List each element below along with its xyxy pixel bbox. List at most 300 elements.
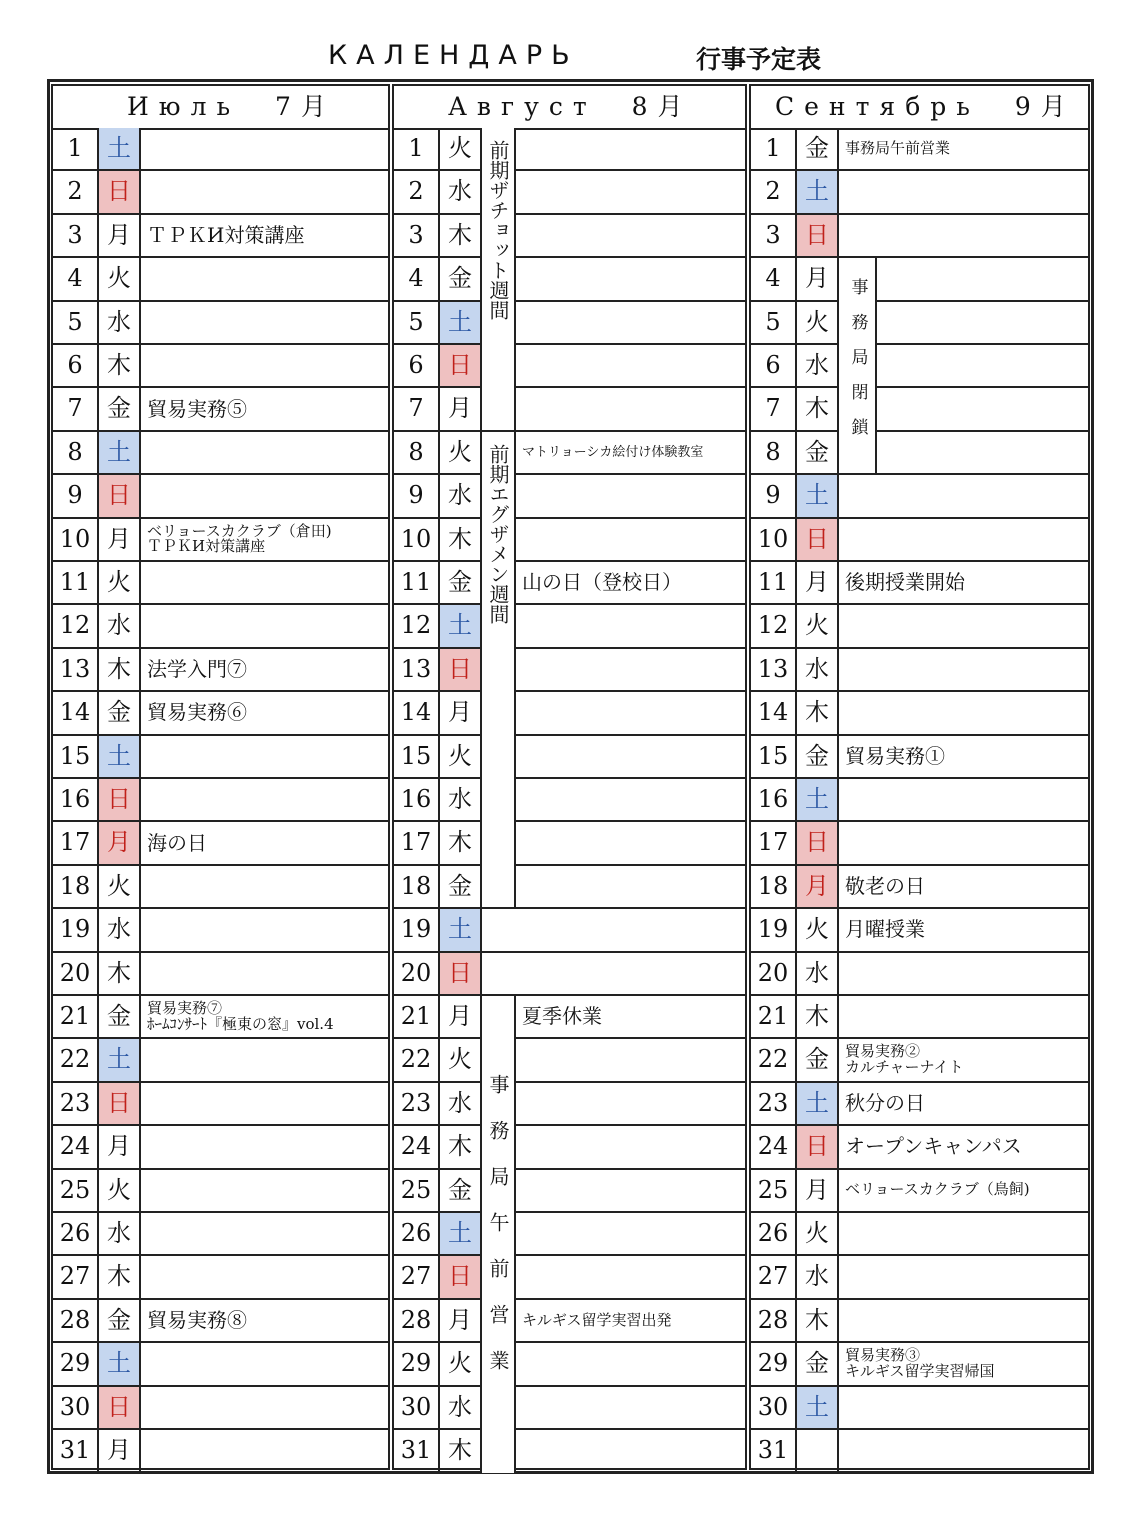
event-cell — [516, 475, 745, 516]
day-number: 18 — [394, 866, 440, 907]
day-row — [751, 345, 1088, 388]
day-number: 14 — [394, 692, 440, 733]
day-number: 12 — [53, 605, 99, 646]
day-row — [751, 1126, 1088, 1169]
day-row — [394, 1387, 745, 1430]
day-row — [394, 215, 745, 258]
day-row — [53, 1430, 388, 1473]
event-cell — [141, 909, 388, 950]
event-cell — [482, 909, 745, 950]
weekday: 水 — [440, 1387, 482, 1428]
event-cell — [839, 649, 1088, 690]
day-row — [53, 692, 388, 735]
day-number: 28 — [394, 1300, 440, 1341]
day-row — [751, 692, 1088, 735]
weekday: 日 — [99, 1083, 141, 1124]
weekday: 火 — [440, 1343, 482, 1384]
day-row — [751, 996, 1088, 1039]
event-text: キルギス留学実習出発 — [522, 1310, 672, 1329]
day-row — [53, 866, 388, 909]
weekday: 金 — [797, 1039, 839, 1080]
day-row — [394, 475, 745, 518]
day-number: 1 — [751, 128, 797, 169]
event-cell — [839, 1039, 1088, 1080]
day-number: 29 — [394, 1343, 440, 1384]
day-number: 24 — [53, 1126, 99, 1167]
event-cell — [516, 519, 745, 560]
weekday: 金 — [797, 128, 839, 169]
day-number: 3 — [53, 215, 99, 256]
event-cell — [141, 388, 388, 429]
weekday: 日 — [99, 779, 141, 820]
event-cell — [839, 1126, 1088, 1167]
event-cell — [839, 1170, 1088, 1211]
day-row — [751, 1170, 1088, 1213]
day-number: 8 — [53, 432, 99, 473]
day-row — [394, 302, 745, 345]
day-number: 14 — [53, 692, 99, 733]
day-row — [53, 822, 388, 865]
event-cell — [141, 519, 388, 560]
day-number: 10 — [394, 519, 440, 560]
weekday: 水 — [797, 1256, 839, 1297]
day-number: 7 — [751, 388, 797, 429]
day-number: 29 — [751, 1343, 797, 1384]
weekday: 土 — [797, 779, 839, 820]
weekday: 火 — [440, 1039, 482, 1080]
weekday: 日 — [440, 1256, 482, 1297]
day-row — [394, 1213, 745, 1256]
weekday: 水 — [797, 953, 839, 994]
day-row — [751, 822, 1088, 865]
day-row — [53, 388, 388, 431]
weekday: 土 — [440, 302, 482, 343]
month-header: Июль 7月 — [53, 86, 388, 130]
weekday: 金 — [797, 1343, 839, 1384]
weekday: 月 — [797, 866, 839, 907]
event-cell — [839, 562, 1088, 603]
day-number: 31 — [53, 1430, 99, 1473]
day-number: 30 — [751, 1387, 797, 1428]
weekday: 金 — [440, 258, 482, 299]
day-number: 9 — [394, 475, 440, 516]
event-text: 海の日 — [147, 830, 207, 855]
day-row — [751, 1256, 1088, 1299]
event-cell — [141, 1213, 388, 1254]
day-number: 2 — [394, 171, 440, 212]
weekday: 金 — [99, 692, 141, 733]
event-text: 山の日（登校日） — [522, 570, 682, 595]
event-cell — [516, 866, 745, 907]
day-number: 3 — [394, 215, 440, 256]
event-cell — [141, 1256, 388, 1297]
event-cell — [839, 1387, 1088, 1428]
event-cell — [141, 692, 388, 733]
weekday: 土 — [797, 1387, 839, 1428]
event-text: ﾎｰﾑｺﾝｻｰﾄ『極東の窓』vol.4 — [147, 1014, 334, 1033]
event-cell — [516, 1126, 745, 1167]
day-row — [751, 562, 1088, 605]
weekday: 火 — [797, 302, 839, 343]
day-number: 15 — [751, 736, 797, 777]
weekday: 日 — [99, 475, 141, 516]
day-number: 17 — [751, 822, 797, 863]
day-row — [53, 258, 388, 301]
day-row — [394, 1430, 745, 1473]
day-number: 16 — [751, 779, 797, 820]
day-number: 20 — [751, 953, 797, 994]
day-row — [53, 1300, 388, 1343]
event-cell — [141, 475, 388, 516]
day-row — [53, 736, 388, 779]
event-cell — [141, 779, 388, 820]
day-row — [394, 866, 745, 909]
month-header: Сентябрь 9月 — [751, 86, 1088, 130]
event-cell — [839, 779, 1088, 820]
weekday: 木 — [99, 649, 141, 690]
day-number: 6 — [53, 345, 99, 386]
event-cell — [141, 1170, 388, 1211]
day-row — [53, 519, 388, 562]
event-cell — [839, 475, 1088, 516]
weekday: 水 — [797, 649, 839, 690]
day-number: 26 — [394, 1213, 440, 1254]
event-cell — [516, 128, 745, 169]
day-number: 27 — [394, 1256, 440, 1297]
weekday: 木 — [99, 345, 141, 386]
day-row — [53, 128, 388, 171]
event-cell — [839, 996, 1088, 1037]
event-cell — [516, 1387, 745, 1428]
event-cell — [141, 1343, 388, 1384]
event-text: 法学入門⑦ — [147, 656, 247, 681]
period-band — [837, 258, 877, 475]
day-row — [751, 779, 1088, 822]
event-text: 事務局午前営業 — [845, 138, 951, 157]
day-number: 21 — [53, 996, 99, 1037]
weekday: 金 — [99, 1300, 141, 1341]
event-text: ベリョースカクラブ（倉田) — [147, 521, 332, 540]
day-number: 23 — [53, 1083, 99, 1124]
weekday: 木 — [440, 519, 482, 560]
weekday: 火 — [99, 258, 141, 299]
event-cell — [877, 432, 1088, 473]
month-header: Август 8月 — [394, 86, 745, 130]
weekday: 水 — [440, 779, 482, 820]
event-cell — [839, 1300, 1088, 1341]
day-number: 10 — [751, 519, 797, 560]
period-band — [480, 996, 516, 1473]
weekday: 土 — [797, 475, 839, 516]
day-number: 27 — [53, 1256, 99, 1297]
day-row — [53, 649, 388, 692]
weekday: 水 — [99, 302, 141, 343]
day-row — [751, 953, 1088, 996]
event-cell — [839, 128, 1088, 169]
day-row — [394, 128, 745, 171]
day-number: 23 — [394, 1083, 440, 1124]
weekday: 土 — [797, 1083, 839, 1124]
weekday: 土 — [99, 736, 141, 777]
day-number: 23 — [751, 1083, 797, 1124]
event-cell — [839, 519, 1088, 560]
event-cell — [839, 909, 1088, 950]
day-row — [751, 1300, 1088, 1343]
day-row — [53, 996, 388, 1039]
weekday: 木 — [440, 1430, 482, 1473]
day-row — [751, 475, 1088, 518]
weekday: 火 — [797, 605, 839, 646]
weekday: 土 — [99, 432, 141, 473]
day-number: 7 — [394, 388, 440, 429]
event-text: オープンキャンパス — [845, 1134, 1022, 1159]
day-row — [394, 996, 745, 1039]
event-cell — [839, 736, 1088, 777]
weekday: 金 — [797, 736, 839, 777]
day-number: 22 — [53, 1039, 99, 1080]
day-row — [394, 345, 745, 388]
event-cell — [516, 1256, 745, 1297]
event-cell — [516, 1083, 745, 1124]
weekday: 木 — [797, 996, 839, 1037]
event-cell — [516, 432, 745, 473]
event-cell — [141, 432, 388, 473]
event-cell — [141, 1387, 388, 1428]
event-text: 貿易実務② — [845, 1042, 921, 1061]
weekday: 日 — [440, 953, 482, 994]
day-number: 5 — [751, 302, 797, 343]
event-cell — [877, 302, 1088, 343]
event-cell — [141, 996, 388, 1037]
day-row — [394, 953, 745, 996]
weekday: 月 — [797, 1170, 839, 1211]
day-number: 1 — [394, 128, 440, 169]
event-cell — [516, 736, 745, 777]
day-number: 16 — [394, 779, 440, 820]
event-cell — [877, 388, 1088, 429]
day-row — [751, 866, 1088, 909]
day-number: 28 — [751, 1300, 797, 1341]
event-cell — [516, 171, 745, 212]
day-number: 18 — [53, 866, 99, 907]
day-row — [53, 432, 388, 475]
weekday: 金 — [440, 562, 482, 603]
day-row — [53, 605, 388, 648]
weekday: 月 — [440, 1300, 482, 1341]
weekday: 月 — [797, 258, 839, 299]
day-number: 29 — [53, 1343, 99, 1384]
day-number: 30 — [394, 1387, 440, 1428]
event-cell — [839, 1430, 1088, 1473]
day-row — [751, 388, 1088, 431]
weekday: 木 — [797, 692, 839, 733]
event-cell — [516, 562, 745, 603]
day-row — [394, 736, 745, 779]
day-row — [394, 388, 745, 431]
weekday: 日 — [440, 345, 482, 386]
weekday: 月 — [440, 388, 482, 429]
day-number: 14 — [751, 692, 797, 733]
day-row — [751, 649, 1088, 692]
day-row — [751, 605, 1088, 648]
day-row — [394, 1256, 745, 1299]
day-number: 25 — [394, 1170, 440, 1211]
day-number: 12 — [751, 605, 797, 646]
day-row — [53, 1213, 388, 1256]
day-row — [751, 1430, 1088, 1473]
weekday: 日 — [797, 822, 839, 863]
day-row — [53, 475, 388, 518]
event-cell — [141, 345, 388, 386]
day-row — [53, 171, 388, 214]
weekday: 月 — [99, 822, 141, 863]
weekday: 水 — [99, 605, 141, 646]
calendar-title-russian: КАЛЕНДАРЬ — [328, 40, 579, 71]
day-number: 15 — [394, 736, 440, 777]
day-number: 24 — [394, 1126, 440, 1167]
event-text: 貿易実務⑤ — [147, 396, 247, 421]
day-number: 22 — [751, 1039, 797, 1080]
day-row — [53, 1170, 388, 1213]
day-number: 11 — [394, 562, 440, 603]
event-cell — [516, 1213, 745, 1254]
period-band-label: 前期エグザメン週間 — [486, 443, 510, 624]
event-text: 貿易実務⑧ — [147, 1307, 247, 1332]
weekday: 月 — [797, 562, 839, 603]
event-cell — [516, 996, 745, 1037]
day-number: 22 — [394, 1039, 440, 1080]
day-number: 6 — [751, 345, 797, 386]
event-cell — [516, 1170, 745, 1211]
weekday: 日 — [99, 1387, 141, 1428]
day-number: 15 — [53, 736, 99, 777]
day-row — [53, 1126, 388, 1169]
day-row — [394, 1083, 745, 1126]
event-cell — [516, 779, 745, 820]
event-text: 貿易実務⑥ — [147, 700, 247, 725]
weekday: 月 — [440, 996, 482, 1037]
event-cell — [839, 822, 1088, 863]
day-row — [394, 779, 745, 822]
day-number: 31 — [751, 1430, 797, 1473]
day-row — [394, 649, 745, 692]
weekday: 火 — [440, 128, 482, 169]
weekday: 水 — [440, 475, 482, 516]
event-cell — [141, 866, 388, 907]
weekday: 日 — [99, 171, 141, 212]
weekday: 金 — [99, 996, 141, 1037]
weekday: 金 — [440, 1170, 482, 1211]
day-number: 4 — [394, 258, 440, 299]
day-row — [751, 736, 1088, 779]
day-row — [53, 562, 388, 605]
weekday: 日 — [797, 519, 839, 560]
weekday: 月 — [99, 215, 141, 256]
day-row — [394, 171, 745, 214]
event-cell — [141, 649, 388, 690]
event-text: ＴＰＫИ対策講座 — [147, 222, 305, 247]
event-text: 月曜授業 — [845, 917, 925, 942]
day-number: 21 — [394, 996, 440, 1037]
weekday: 水 — [99, 909, 141, 950]
weekday: 水 — [440, 1083, 482, 1124]
event-cell — [877, 345, 1088, 386]
weekday: 月 — [99, 519, 141, 560]
weekday: 土 — [797, 171, 839, 212]
event-cell — [141, 1300, 388, 1341]
event-cell — [141, 1126, 388, 1167]
day-number: 21 — [751, 996, 797, 1037]
day-number: 19 — [394, 909, 440, 950]
day-row — [53, 302, 388, 345]
day-number: 25 — [53, 1170, 99, 1211]
day-row — [394, 1300, 745, 1343]
weekday: 水 — [99, 1213, 141, 1254]
weekday: 月 — [99, 1430, 141, 1473]
event-cell — [141, 302, 388, 343]
event-text: 夏季休業 — [522, 1004, 602, 1029]
day-number: 1 — [53, 128, 99, 169]
day-number: 9 — [751, 475, 797, 516]
event-cell — [141, 605, 388, 646]
event-cell — [141, 1083, 388, 1124]
day-number: 19 — [751, 909, 797, 950]
day-row — [394, 692, 745, 735]
weekday: 日 — [440, 649, 482, 690]
day-row — [53, 345, 388, 388]
event-cell — [516, 388, 745, 429]
event-cell — [839, 866, 1088, 907]
weekday: 火 — [440, 432, 482, 473]
day-row — [751, 258, 1088, 301]
day-number: 7 — [53, 388, 99, 429]
period-band-label: 事務局閉鎖 — [847, 278, 868, 454]
day-row — [53, 1083, 388, 1126]
weekday: 木 — [440, 1126, 482, 1167]
event-cell — [839, 1213, 1088, 1254]
weekday — [797, 1430, 839, 1473]
day-row — [394, 909, 745, 952]
weekday: 木 — [797, 1300, 839, 1341]
day-number: 13 — [394, 649, 440, 690]
weekday: 土 — [99, 1343, 141, 1384]
event-cell — [839, 1083, 1088, 1124]
weekday: 土 — [440, 605, 482, 646]
day-number: 6 — [394, 345, 440, 386]
event-cell — [839, 953, 1088, 994]
weekday: 火 — [99, 866, 141, 907]
day-number: 5 — [53, 302, 99, 343]
event-cell — [516, 215, 745, 256]
day-row — [53, 1039, 388, 1082]
day-number: 8 — [394, 432, 440, 473]
day-row — [394, 605, 745, 648]
event-cell — [141, 736, 388, 777]
period-band-label: 事務局午前営業 — [486, 1073, 510, 1396]
day-row — [53, 1387, 388, 1430]
event-text: カルチャーナイト — [845, 1058, 964, 1077]
day-number: 19 — [53, 909, 99, 950]
day-row — [751, 909, 1088, 952]
event-cell — [516, 649, 745, 690]
day-row — [53, 1256, 388, 1299]
day-number: 2 — [751, 171, 797, 212]
event-cell — [839, 692, 1088, 733]
weekday: 木 — [797, 388, 839, 429]
day-row — [751, 302, 1088, 345]
weekday: 土 — [440, 909, 482, 950]
day-row — [394, 822, 745, 865]
